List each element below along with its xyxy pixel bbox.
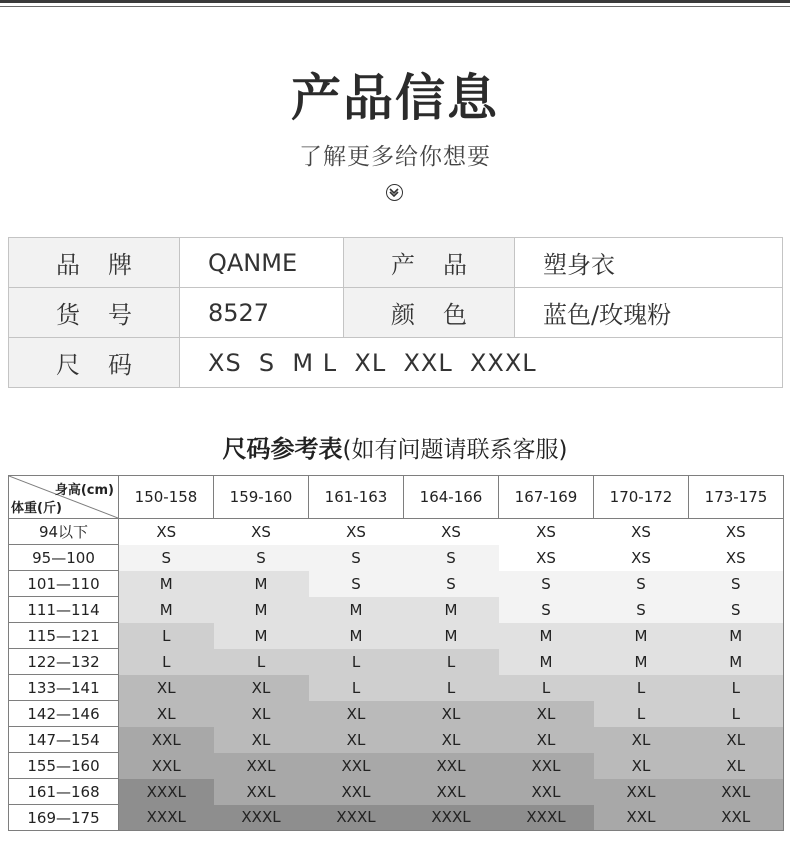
- size-cell: S: [404, 545, 499, 571]
- size-cell: XL: [214, 675, 309, 701]
- info-value-brand: QANME: [180, 238, 344, 288]
- size-cell: L: [404, 649, 499, 675]
- table-row: [9, 623, 784, 649]
- size-cell: M: [689, 623, 784, 649]
- size-cell: S: [309, 571, 404, 597]
- size-cell: M: [214, 623, 309, 649]
- size-cell: M: [214, 597, 309, 623]
- weight-label: 155—160: [9, 753, 119, 779]
- size-cell: S: [689, 597, 784, 623]
- size-cell: XL: [404, 727, 499, 753]
- weight-label: 94以下: [9, 519, 119, 545]
- info-label-brand: 品牌: [9, 238, 180, 288]
- height-header-164-166: 164-166: [404, 476, 499, 519]
- weight-label: 169—175: [9, 805, 119, 831]
- size-cell: XXL: [309, 753, 404, 779]
- size-cell: S: [689, 571, 784, 597]
- size-cell: M: [499, 649, 594, 675]
- table-row: [9, 701, 784, 727]
- table-row: [9, 597, 784, 623]
- size-cell: XL: [499, 701, 594, 727]
- size-cell: XS: [119, 519, 214, 545]
- size-cell: XXL: [404, 753, 499, 779]
- size-cell: XS: [594, 545, 689, 571]
- weight-label: 115—121: [9, 623, 119, 649]
- weight-label: 142—146: [9, 701, 119, 727]
- info-value-item-number: 8527: [180, 288, 344, 338]
- table-row: [9, 519, 784, 545]
- size-cell: M: [119, 571, 214, 597]
- size-cell: XS: [689, 545, 784, 571]
- size-chart-title-note: (如有问题请联系客服): [342, 437, 568, 463]
- table-row: [9, 779, 784, 805]
- weight-label: 122—132: [9, 649, 119, 675]
- size-cell: XL: [214, 701, 309, 727]
- info-label-product: 产品: [344, 238, 515, 288]
- height-header-167-169: 167-169: [499, 476, 594, 519]
- size-cell: XXL: [594, 779, 689, 805]
- size-cell: XL: [119, 701, 214, 727]
- info-value-size: XS S M L XL XXL XXXL: [180, 338, 783, 388]
- size-chart-header-row: [9, 476, 784, 519]
- size-cell: XXXL: [214, 805, 309, 831]
- size-cell: XXL: [119, 753, 214, 779]
- size-cell: XL: [594, 753, 689, 779]
- size-cell: L: [119, 623, 214, 649]
- size-cell: S: [214, 545, 309, 571]
- size-cell: XL: [404, 701, 499, 727]
- table-row: [9, 727, 784, 753]
- size-cell: XXL: [404, 779, 499, 805]
- size-cell: M: [404, 597, 499, 623]
- info-label-item-number: 货号: [9, 288, 180, 338]
- size-cell: XS: [594, 519, 689, 545]
- table-row: [9, 675, 784, 701]
- size-cell: XS: [689, 519, 784, 545]
- size-cell: L: [309, 675, 404, 701]
- height-header-173-175: 173-175: [689, 476, 784, 519]
- circle-chevron-down-icon: [386, 184, 403, 201]
- info-row-size: [9, 338, 783, 388]
- top-border-thin: [0, 6, 790, 7]
- size-cell: XXL: [214, 753, 309, 779]
- info-row-item-number: [9, 288, 783, 338]
- size-cell: XXXL: [309, 805, 404, 831]
- size-cell: M: [309, 597, 404, 623]
- size-cell: S: [404, 571, 499, 597]
- size-cell: M: [214, 571, 309, 597]
- size-cell: XXXL: [404, 805, 499, 831]
- height-header-159-160: 159-160: [214, 476, 309, 519]
- size-cell: XXL: [309, 779, 404, 805]
- table-row: [9, 571, 784, 597]
- size-cell: M: [309, 623, 404, 649]
- size-cell: S: [594, 571, 689, 597]
- info-value-color: 蓝色/玫瑰粉: [515, 288, 783, 338]
- page-subtitle: 了解更多给你想要: [299, 144, 491, 170]
- size-cell: L: [594, 675, 689, 701]
- size-cell: XXL: [499, 779, 594, 805]
- size-cell: L: [214, 649, 309, 675]
- size-cell: XS: [214, 519, 309, 545]
- size-cell: L: [689, 701, 784, 727]
- size-cell: L: [594, 701, 689, 727]
- size-cell: XXL: [689, 779, 784, 805]
- size-cell: XS: [499, 519, 594, 545]
- height-header-161-163: 161-163: [309, 476, 404, 519]
- size-cell: M: [404, 623, 499, 649]
- size-cell: XL: [309, 701, 404, 727]
- size-cell: XS: [499, 545, 594, 571]
- size-cell: XL: [119, 675, 214, 701]
- size-chart-table: [8, 475, 784, 831]
- weight-label: 161—168: [9, 779, 119, 805]
- height-header-170-172: 170-172: [594, 476, 689, 519]
- size-cell: XL: [689, 753, 784, 779]
- size-cell: L: [689, 675, 784, 701]
- size-cell: XXL: [499, 753, 594, 779]
- size-cell: M: [594, 623, 689, 649]
- table-row: [9, 805, 784, 831]
- size-cell: M: [594, 649, 689, 675]
- weight-label: 133—141: [9, 675, 119, 701]
- size-cell: M: [499, 623, 594, 649]
- info-label-color: 颜色: [344, 288, 515, 338]
- size-cell: S: [499, 571, 594, 597]
- size-cell: XL: [309, 727, 404, 753]
- weight-label: 101—110: [9, 571, 119, 597]
- size-cell: XXL: [119, 727, 214, 753]
- height-header-150-158: 150-158: [119, 476, 214, 519]
- info-value-product: 塑身衣: [515, 238, 783, 288]
- size-cell: XS: [404, 519, 499, 545]
- table-row: [9, 649, 784, 675]
- size-cell: XXXL: [119, 805, 214, 831]
- size-cell: M: [689, 649, 784, 675]
- table-row: [9, 753, 784, 779]
- size-cell: S: [119, 545, 214, 571]
- size-cell: S: [309, 545, 404, 571]
- size-cell: XL: [499, 727, 594, 753]
- weight-label: 147—154: [9, 727, 119, 753]
- size-cell: XL: [594, 727, 689, 753]
- size-cell: XS: [309, 519, 404, 545]
- size-cell: XXL: [689, 805, 784, 831]
- table-row: [9, 545, 784, 571]
- size-cell: S: [499, 597, 594, 623]
- size-cell: M: [119, 597, 214, 623]
- size-cell: XL: [214, 727, 309, 753]
- size-chart-corner: [9, 476, 119, 519]
- weight-label: 111—114: [9, 597, 119, 623]
- corner-weight-label: 体重(斤): [11, 501, 62, 516]
- size-chart-title: [0, 429, 790, 464]
- info-label-size: 尺码: [9, 338, 180, 388]
- size-cell: XXXL: [499, 805, 594, 831]
- weight-label: 95—100: [9, 545, 119, 571]
- info-row-brand: [9, 238, 783, 288]
- size-cell: XXL: [214, 779, 309, 805]
- size-cell: L: [404, 675, 499, 701]
- size-cell: XXXL: [119, 779, 214, 805]
- size-cell: XL: [689, 727, 784, 753]
- size-chart-title-main: 尺码参考表: [222, 435, 343, 463]
- product-info-table: [8, 237, 783, 388]
- size-cell: L: [309, 649, 404, 675]
- page-title: 产品信息: [291, 69, 499, 127]
- top-border-thick: [0, 0, 790, 3]
- corner-height-label: 身高(cm): [54, 483, 114, 498]
- size-cell: L: [119, 649, 214, 675]
- size-cell: S: [594, 597, 689, 623]
- size-cell: L: [499, 675, 594, 701]
- size-cell: XXL: [594, 805, 689, 831]
